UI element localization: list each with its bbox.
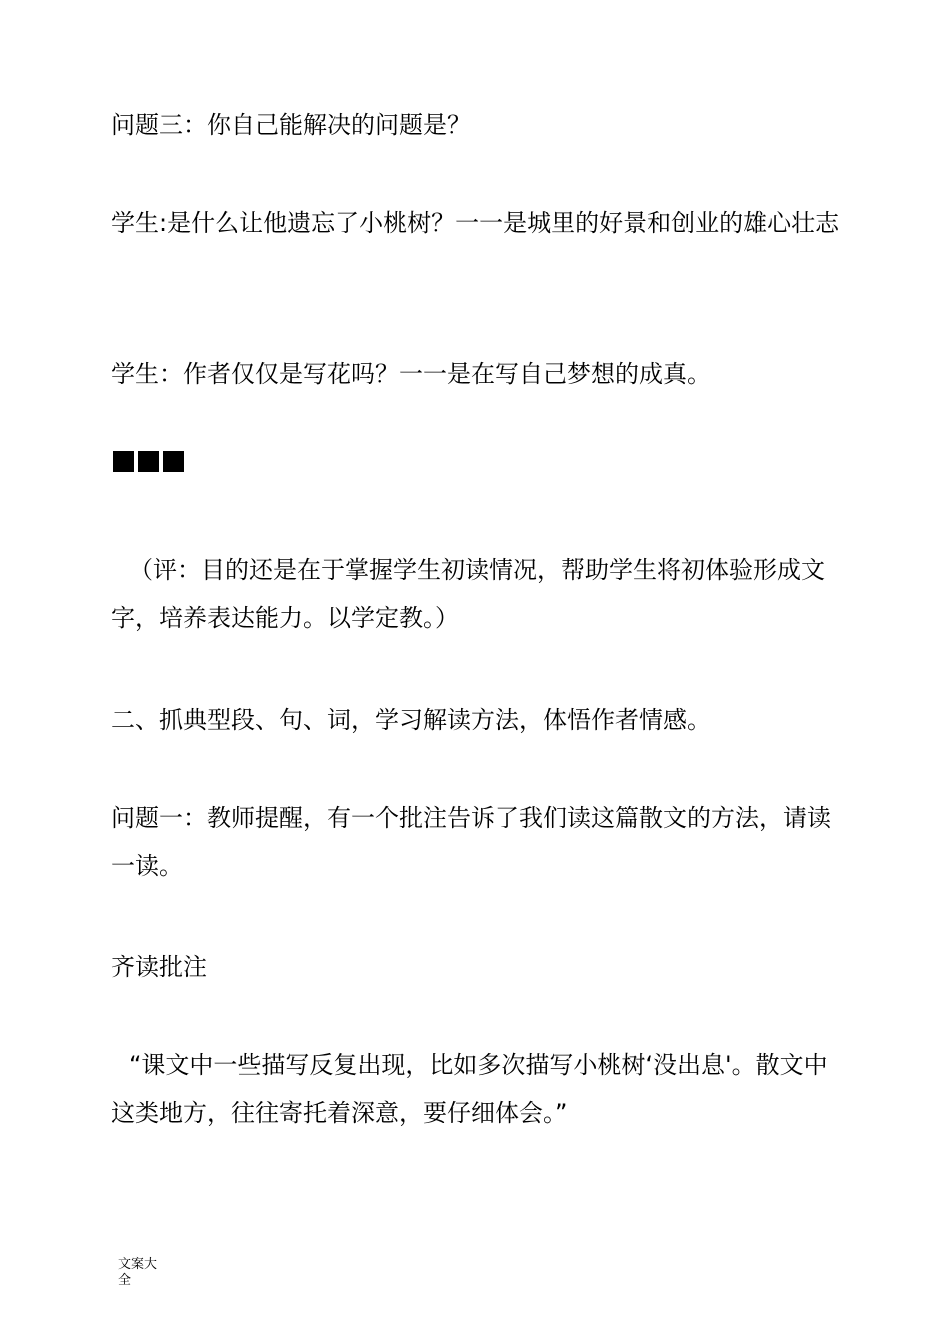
redacted-blocks — [113, 451, 184, 473]
student-answer-two: 学生：作者仅仅是写花吗？一一是在写自己梦想的成真。 — [111, 360, 711, 388]
black-square — [113, 451, 134, 472]
footer-label: 文案大全 — [118, 1257, 158, 1288]
section-two-heading: 二、抓典型段、句、词，学习解读方法，体悟作者情感。 — [111, 706, 711, 734]
question-three: 问题三：你自己能解决的问题是？ — [111, 111, 471, 139]
question-one: 问题一：教师提醒，有一个批注告诉了我们读这篇散文的方法，请读一读。 — [111, 804, 831, 880]
teacher-comment: （评：目的还是在于掌握学生初读情况，帮助学生将初体验形成文字，培养表达能力。以学定教。） — [111, 556, 825, 632]
black-square — [163, 451, 184, 472]
student-answer-one: 学生:是什么让他遗忘了小桃树？一一是城里的好景和创业的雄心壮志 — [111, 209, 840, 237]
black-square — [138, 451, 159, 472]
read-annotation-label: 齐读批注 — [111, 953, 207, 981]
annotation-quote: “课文中一些描写反复出现，比如多次描写小桃树‘没出息'。散文中这类地方，往往寄托着深意，要仔细体会。” — [111, 1051, 828, 1127]
